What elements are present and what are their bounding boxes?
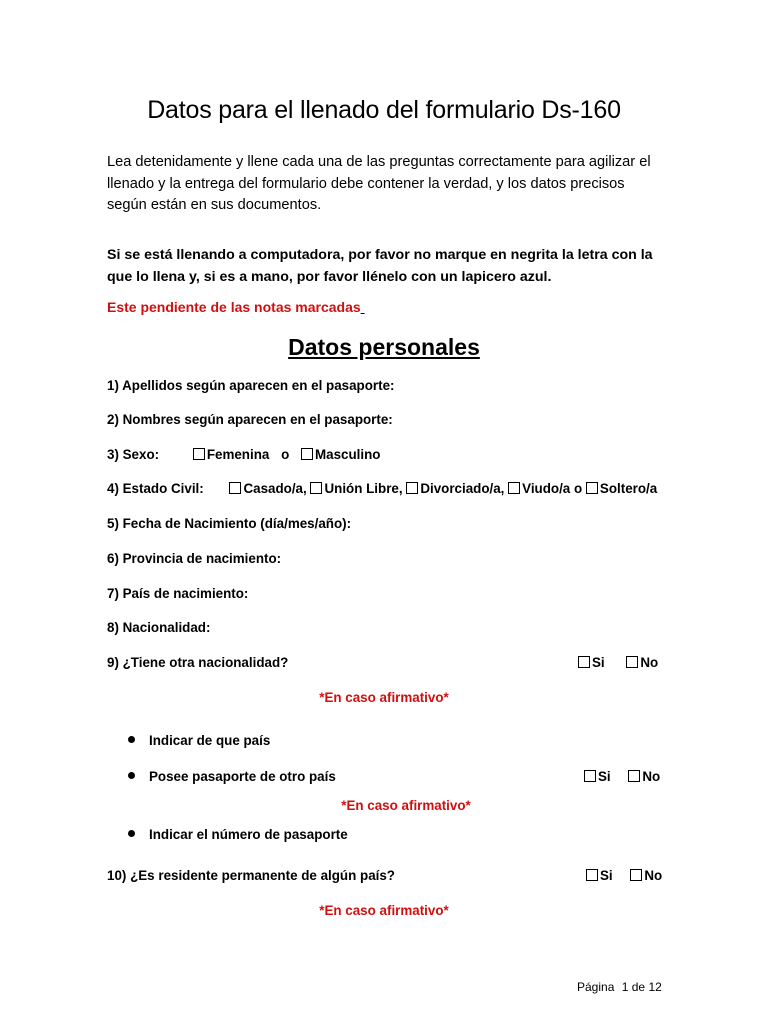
- notes-underline: [361, 299, 365, 315]
- affirmative-note-2: *En caso afirmativo*: [341, 798, 471, 813]
- bullet-numero-pasaporte-label: Indicar el número de pasaporte: [149, 827, 348, 842]
- footer-total-pages: 12: [648, 980, 662, 994]
- notes-text: Este pendiente de las notas marcadas: [107, 299, 361, 315]
- warning-paragraph: Si se está llenando a computadora, por favor no marque en negrita la letra con la que lo llena y, si es a mano, por favor llénelo con un lapicero azul.: [107, 247, 653, 285]
- option-casado[interactable]: [229, 481, 306, 496]
- footer-page-label: Página: [577, 980, 615, 994]
- checkbox-casado[interactable]: [229, 482, 241, 494]
- q9-yes-option[interactable]: [578, 655, 605, 670]
- question-4-label: 4) Estado Civil:: [107, 481, 204, 496]
- passport-no-option[interactable]: [628, 769, 660, 784]
- passport-no-label: No: [642, 769, 661, 784]
- passport-yes-option[interactable]: [584, 769, 611, 784]
- footer-of-label: de: [631, 980, 646, 994]
- checkbox-masculino[interactable]: [301, 448, 313, 460]
- checkbox-union-libre[interactable]: [310, 482, 322, 494]
- question-8-nacionalidad: 8) Nacionalidad:: [107, 620, 211, 635]
- option-union-libre-label: Unión Libre,: [324, 481, 403, 496]
- checkbox-femenina[interactable]: [193, 448, 205, 460]
- bullet-pasaporte-otro-pais: [128, 769, 336, 784]
- checkbox-divorciado[interactable]: [406, 482, 418, 494]
- document-title: Datos para el llenado del formulario Ds-160: [147, 96, 621, 124]
- affirmative-note-3: *En caso afirmativo*: [319, 903, 449, 918]
- q10-no-option[interactable]: [630, 868, 662, 883]
- bullet-pasaporte-options: [584, 769, 660, 784]
- question-7-pais-nacimiento: 7) País de nacimiento:: [107, 586, 249, 601]
- q9-no-label: No: [640, 655, 659, 670]
- option-divorciado[interactable]: [406, 481, 504, 496]
- option-femenina[interactable]: [193, 447, 270, 462]
- bullet-numero-pasaporte: [128, 827, 348, 842]
- question-1-apellidos: 1) Apellidos según aparecen en el pasaporte:: [107, 378, 395, 393]
- bullet-indicar-pais-label: Indicar de que país: [149, 733, 271, 748]
- q9-no-option[interactable]: [626, 655, 658, 670]
- bullet-dot: [128, 772, 135, 779]
- affirmative-note-1: *En caso afirmativo*: [319, 690, 449, 705]
- question-10-residente-permanente: 10) ¿Es residente permanente de algún país?: [107, 868, 395, 883]
- option-soltero-label: Soltero/a: [599, 481, 658, 496]
- bullet-dot: [128, 736, 135, 743]
- footer-page-number: 1: [621, 980, 629, 994]
- question-4-estado-civil: [107, 481, 657, 496]
- option-viudo[interactable]: [508, 481, 582, 496]
- page-footer: [577, 980, 662, 994]
- checkbox-soltero[interactable]: [586, 482, 598, 494]
- passport-no-checkbox[interactable]: [628, 770, 640, 782]
- q9-yes-checkbox[interactable]: [578, 656, 590, 668]
- option-casado-label: Casado/a,: [243, 481, 307, 496]
- sexo-separator: o: [281, 447, 290, 462]
- q9-no-checkbox[interactable]: [626, 656, 638, 668]
- checkbox-viudo[interactable]: [508, 482, 520, 494]
- q10-no-label: No: [644, 868, 663, 883]
- option-divorciado-label: Divorciado/a,: [420, 481, 505, 496]
- question-6-provincia: 6) Provincia de nacimiento:: [107, 551, 282, 566]
- passport-yes-label: Si: [598, 769, 611, 784]
- option-masculino[interactable]: [301, 447, 380, 462]
- question-2-nombres: 2) Nombres según aparecen en el pasaporte:: [107, 412, 393, 427]
- option-viudo-label: Viudo/a o: [522, 481, 583, 496]
- passport-yes-checkbox[interactable]: [584, 770, 596, 782]
- bullet-indicar-pais: [128, 733, 270, 748]
- question-9-options: [578, 655, 658, 670]
- section-title: Datos personales: [288, 334, 480, 360]
- question-9-otra-nacionalidad: 9) ¿Tiene otra nacionalidad?: [107, 655, 289, 670]
- question-3-label: 3) Sexo:: [107, 447, 160, 462]
- q10-yes-label: Si: [600, 868, 613, 883]
- question-10-options: [586, 868, 662, 883]
- question-5-fecha-nacimiento: 5) Fecha de Nacimiento (día/mes/año):: [107, 516, 352, 531]
- q10-yes-checkbox[interactable]: [586, 869, 598, 881]
- intro-paragraph: Lea detenidamente y llene cada una de las preguntas correctamente para agilizar el llenado y la entrega del formulario debe contener la verdad, y los datos precisos según están en sus documentos.: [107, 154, 651, 213]
- bullet-pasaporte-label: Posee pasaporte de otro país: [149, 769, 336, 784]
- option-soltero[interactable]: [586, 481, 657, 496]
- notes-reminder: [107, 299, 365, 315]
- q10-no-checkbox[interactable]: [630, 869, 642, 881]
- option-masculino-label: Masculino: [315, 447, 381, 462]
- q10-yes-option[interactable]: [586, 868, 613, 883]
- question-3-sexo: [107, 447, 380, 462]
- bullet-dot: [128, 830, 135, 837]
- option-union-libre[interactable]: [310, 481, 402, 496]
- q9-yes-label: Si: [592, 655, 605, 670]
- option-femenina-label: Femenina: [206, 447, 270, 462]
